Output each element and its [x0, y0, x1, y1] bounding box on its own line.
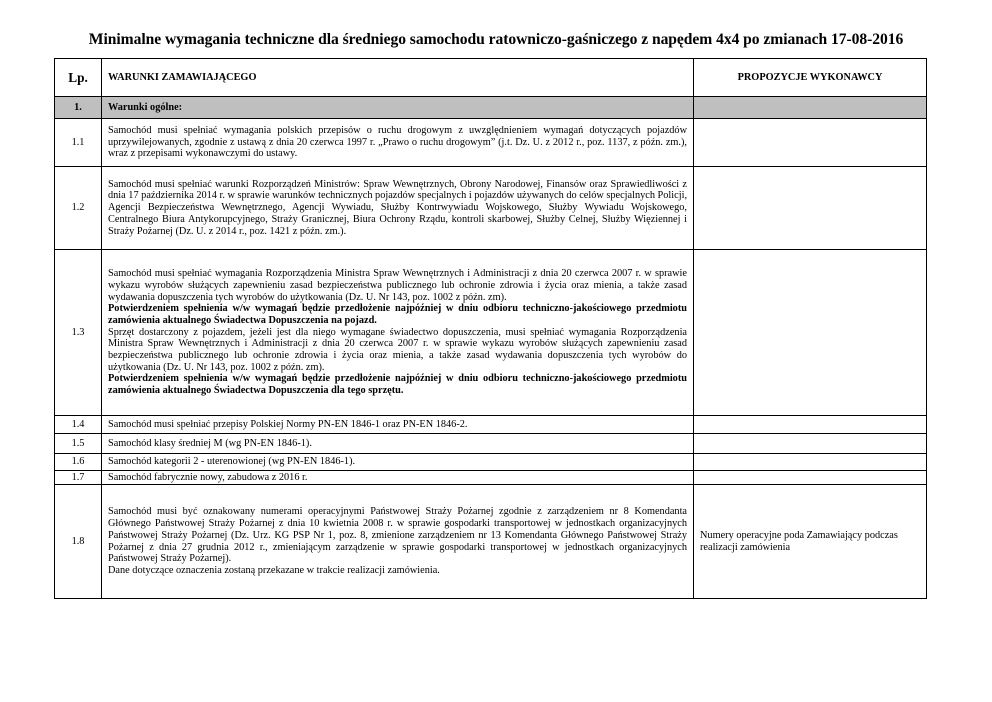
requirement-paragraph: Dane dotyczące oznaczenia zostaną przekazane w trakcie realizacji zamówienia. — [108, 564, 440, 576]
row-number: 1.4 — [55, 416, 102, 434]
table-row — [55, 250, 927, 416]
requirement-text: Samochód klasy średniej M (wg PN-EN 1846-1). — [102, 434, 694, 454]
header-row — [55, 59, 927, 97]
table-row — [55, 416, 927, 434]
proposal-cell — [694, 119, 927, 167]
requirement-paragraph-bold: Potwierdzeniem spełnienia w/w wymagań będzie przedłożenie najpóźniej w dniu odbioru techniczno-jakościowego przedmiotu zamówienia aktualnego Świadectwa Dopuszczenia dla tego sprzętu. — [108, 373, 687, 397]
requirement-text — [102, 485, 694, 599]
requirement-paragraph: Samochód musi spełniać wymagania Rozporządzenia Ministra Spraw Wewnętrznych i Administracji z dnia 20 czerwca 2007 r. w sprawie wykazu wyrobów służących zapewnieniu zasad bezpieczeństwa publicznego lub ochronie zdrowia i życia oraz mienia, a także zasad wydawania dopuszczenia tych wyrobów do użytkowania (Dz. U. Nr 143, poz. 1002 z późn. zm). — [108, 268, 687, 303]
requirement-paragraph: Sprzęt dostarczony z pojazdem, jeżeli jest dla niego wymagane świadectwo dopuszczenia, musi spełniać wymagania Rozporządzenia Ministra Spraw Wewnętrznych i Administracji z dnia 20 czerwca 2007 r. w sprawie wykazu wyrobów służących zapewnieniu zasad bezpieczeństwa publicznego lub ochronie zdrowia i życia oraz mienia, a także zasad wydawania dopuszczenia tych wyrobów do użytkowania (Dz. U. Nr 143, poz. 1002 z późn. zm). — [108, 326, 687, 373]
requirement-paragraph: Samochód musi spełniać warunki Rozporządzeń Ministrów: Spraw Wewnętrznych, Obrony Narodowej, Finansów oraz Sprawiedliwości z dnia 17 października 2014 r. w sprawie warunków technicznych pojazdów specjalnych i pojazdów używanych do celów specjalnych Policji, Agencji Bezpieczeństwa Wewnętrznego, Agencji Wywiadu, Służby Kontrwywiadu Wojskowego, Służby Wywiadu Wojskowego, Centralnego Biura Antykorupcyjnego, Straży Granicznej, Biura Ochrony Rządu, kontroli skarbowej, Służby Celnej, Służby Więziennej i Straży Pożarnej (Dz. U. z 2014 r., poz. 1421 z późn. zm.). — [108, 178, 688, 237]
proposal-cell — [694, 416, 927, 434]
table-row — [55, 434, 927, 454]
section-label: Warunki ogólne: — [102, 97, 694, 119]
proposal-cell — [694, 471, 927, 485]
requirement-paragraph: Samochód musi spełniać wymagania polskich przepisów o ruchu drogowym z uwzględnieniem wymagań dotyczących pojazdów uprzywilejowanych, zgodnie z ustawą z dnia 20 czerwca 1997 r. „Prawo o ruchu drogowym” (j.t. Dz. U. z 2012 r., poz. 1137, z późn. zm.), wraz z przepisami wykonawczymi do ustawy. — [108, 124, 687, 160]
requirement-text — [102, 119, 694, 167]
requirement-text: Samochód kategorii 2 - uterenowionej (wg PN-EN 1846-1). — [102, 454, 694, 471]
table-row — [55, 119, 927, 167]
requirement-text: Samochód musi spełniać przepisy Polskiej Normy PN-EN 1846-1 oraz PN-EN 1846-2. — [102, 416, 694, 434]
header-warunki: WARUNKI ZAMAWIAJĄCEGO — [102, 59, 694, 97]
requirement-text — [102, 167, 694, 250]
proposal-cell: Numery operacyjne poda Zamawiający podczas realizacji zamówienia — [694, 485, 927, 599]
document-title: Minimalne wymagania techniczne dla średniego samochodu ratowniczo-gaśniczego z napędem 4x4 po zmianach 17-08-2016 — [88, 31, 904, 48]
row-number: 1.8 — [55, 485, 102, 599]
requirement-text — [102, 250, 694, 416]
table-row — [55, 471, 927, 485]
table-row — [55, 167, 927, 250]
requirement-text: Samochód fabrycznie nowy, zabudowa z 2016 r. — [102, 471, 694, 485]
row-number: 1.1 — [55, 119, 102, 167]
header-lp: Lp. — [55, 59, 102, 97]
requirement-paragraph: Samochód musi być oznakowany numerami operacyjnymi Państwowej Straży Pożarnej zgodnie z zarządzeniem nr 8 Komendanta Głównego Państwowej Straży Pożarnej z dnia 10 kwietnia 2008 r. w sprawie gospodarki transportowej w jednostkach organizacyjnych Państwowej Straży Pożarnej (Dz. Urz. KG PSP Nr 1, poz. 8, zmienione zarządzeniem nr 13 Komendanta Głównego Państwowej Straży Pożarnej z dnia 27 grudnia 2012 r., zmieniającym zarządzenie w sprawie gospodarki transportowej w jednostkach organizacyjnych Państwowej Straży Pożarnej). — [108, 506, 687, 565]
section-proposal-cell — [694, 97, 927, 119]
requirement-paragraph-bold: Potwierdzeniem spełnienia w/w wymagań będzie przedłożenie najpóźniej w dniu odbioru techniczno-jakościowego przedmiotu zamówienia aktualnego Świadectwa Dopuszczenia na pojazd. — [108, 303, 687, 326]
row-number: 1.3 — [55, 250, 102, 416]
requirements-table — [54, 58, 927, 599]
proposal-cell — [694, 167, 927, 250]
header-propozycje: PROPOZYCJE WYKONAWCY — [694, 59, 927, 97]
section-row — [55, 97, 927, 119]
section-number: 1. — [55, 97, 102, 119]
row-number: 1.2 — [55, 167, 102, 250]
proposal-cell — [694, 250, 927, 416]
row-number: 1.6 — [55, 454, 102, 471]
row-number: 1.5 — [55, 434, 102, 454]
table-row — [55, 485, 927, 599]
proposal-cell — [694, 454, 927, 471]
proposal-cell — [694, 434, 927, 454]
table-row — [55, 454, 927, 471]
row-number: 1.7 — [55, 471, 102, 485]
